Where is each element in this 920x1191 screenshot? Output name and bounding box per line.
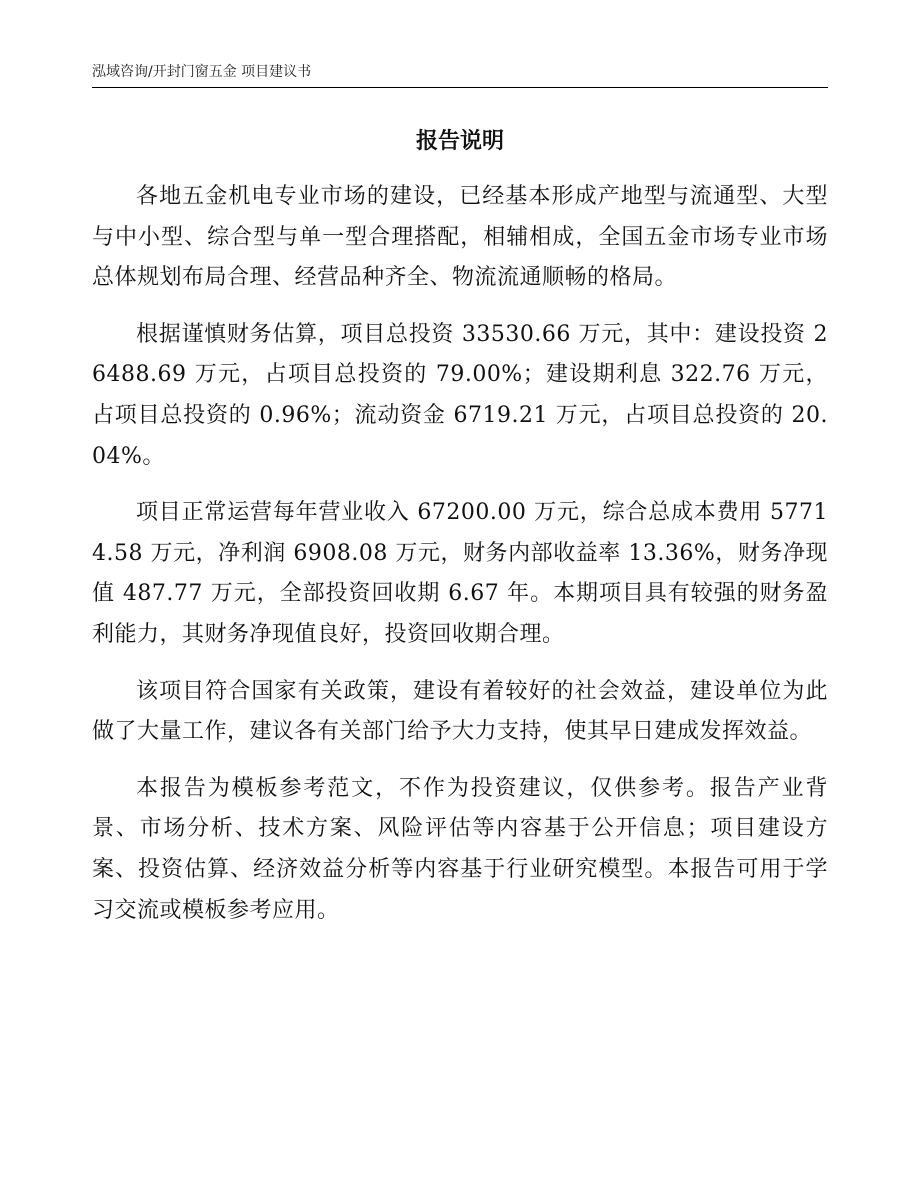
paragraph-market-overview: 各地五金机电专业市场的建设，已经基本形成产地型与流通型、大型与中小型、综合型与单一型合理搭配，相辅相成，全国五金市场专业市场总体规划布局合理、经营品种齐全、物流流通顺畅的格局。 xyxy=(92,184,828,291)
paragraph-policy-support: 该项目符合国家有关政策，建设有着较好的社会效益，建设单位为此做了大量工作，建议各有关部门给予大力支持，使其早日建成发挥效益。 xyxy=(92,678,828,745)
header-divider xyxy=(92,87,828,88)
paragraph-investment-estimate: 根据谨慎财务估算，项目总投资 33530.66 万元，其中：建设投资 26488.69 万元，占项目总投资的 79.00%；建设期利息 322.76 万元，占项目总投资的 0.96%；流动资金 6719.21 万元，占项目总投资的 20.04%。 xyxy=(92,321,828,469)
page-title: 报告说明 xyxy=(415,129,504,154)
paragraph-disclaimer: 本报告为模板参考范文，不作为投资建议，仅供参考。报告产业背景、市场分析、技术方案、风险评估等内容基于公开信息；项目建设方案、投资估算、经济效益分析等内容基于行业研究模型。本报告可用于学习交流或模板参考应用。 xyxy=(92,775,828,923)
document-body xyxy=(92,177,828,947)
paragraph-financial-returns: 项目正常运营每年营业收入 67200.00 万元，综合总成本费用 57714.58 万元，净利润 6908.08 万元，财务内部收益率 13.36%，财务净现值 487.77 万元，全部投资回收期 6.67 年。本期项目具有较强的财务盈利能力，其财务净现值良好，投资回收期合理。 xyxy=(92,500,828,647)
running-header: 泓域咨询/开封门窗五金 项目建议书 xyxy=(92,64,312,80)
